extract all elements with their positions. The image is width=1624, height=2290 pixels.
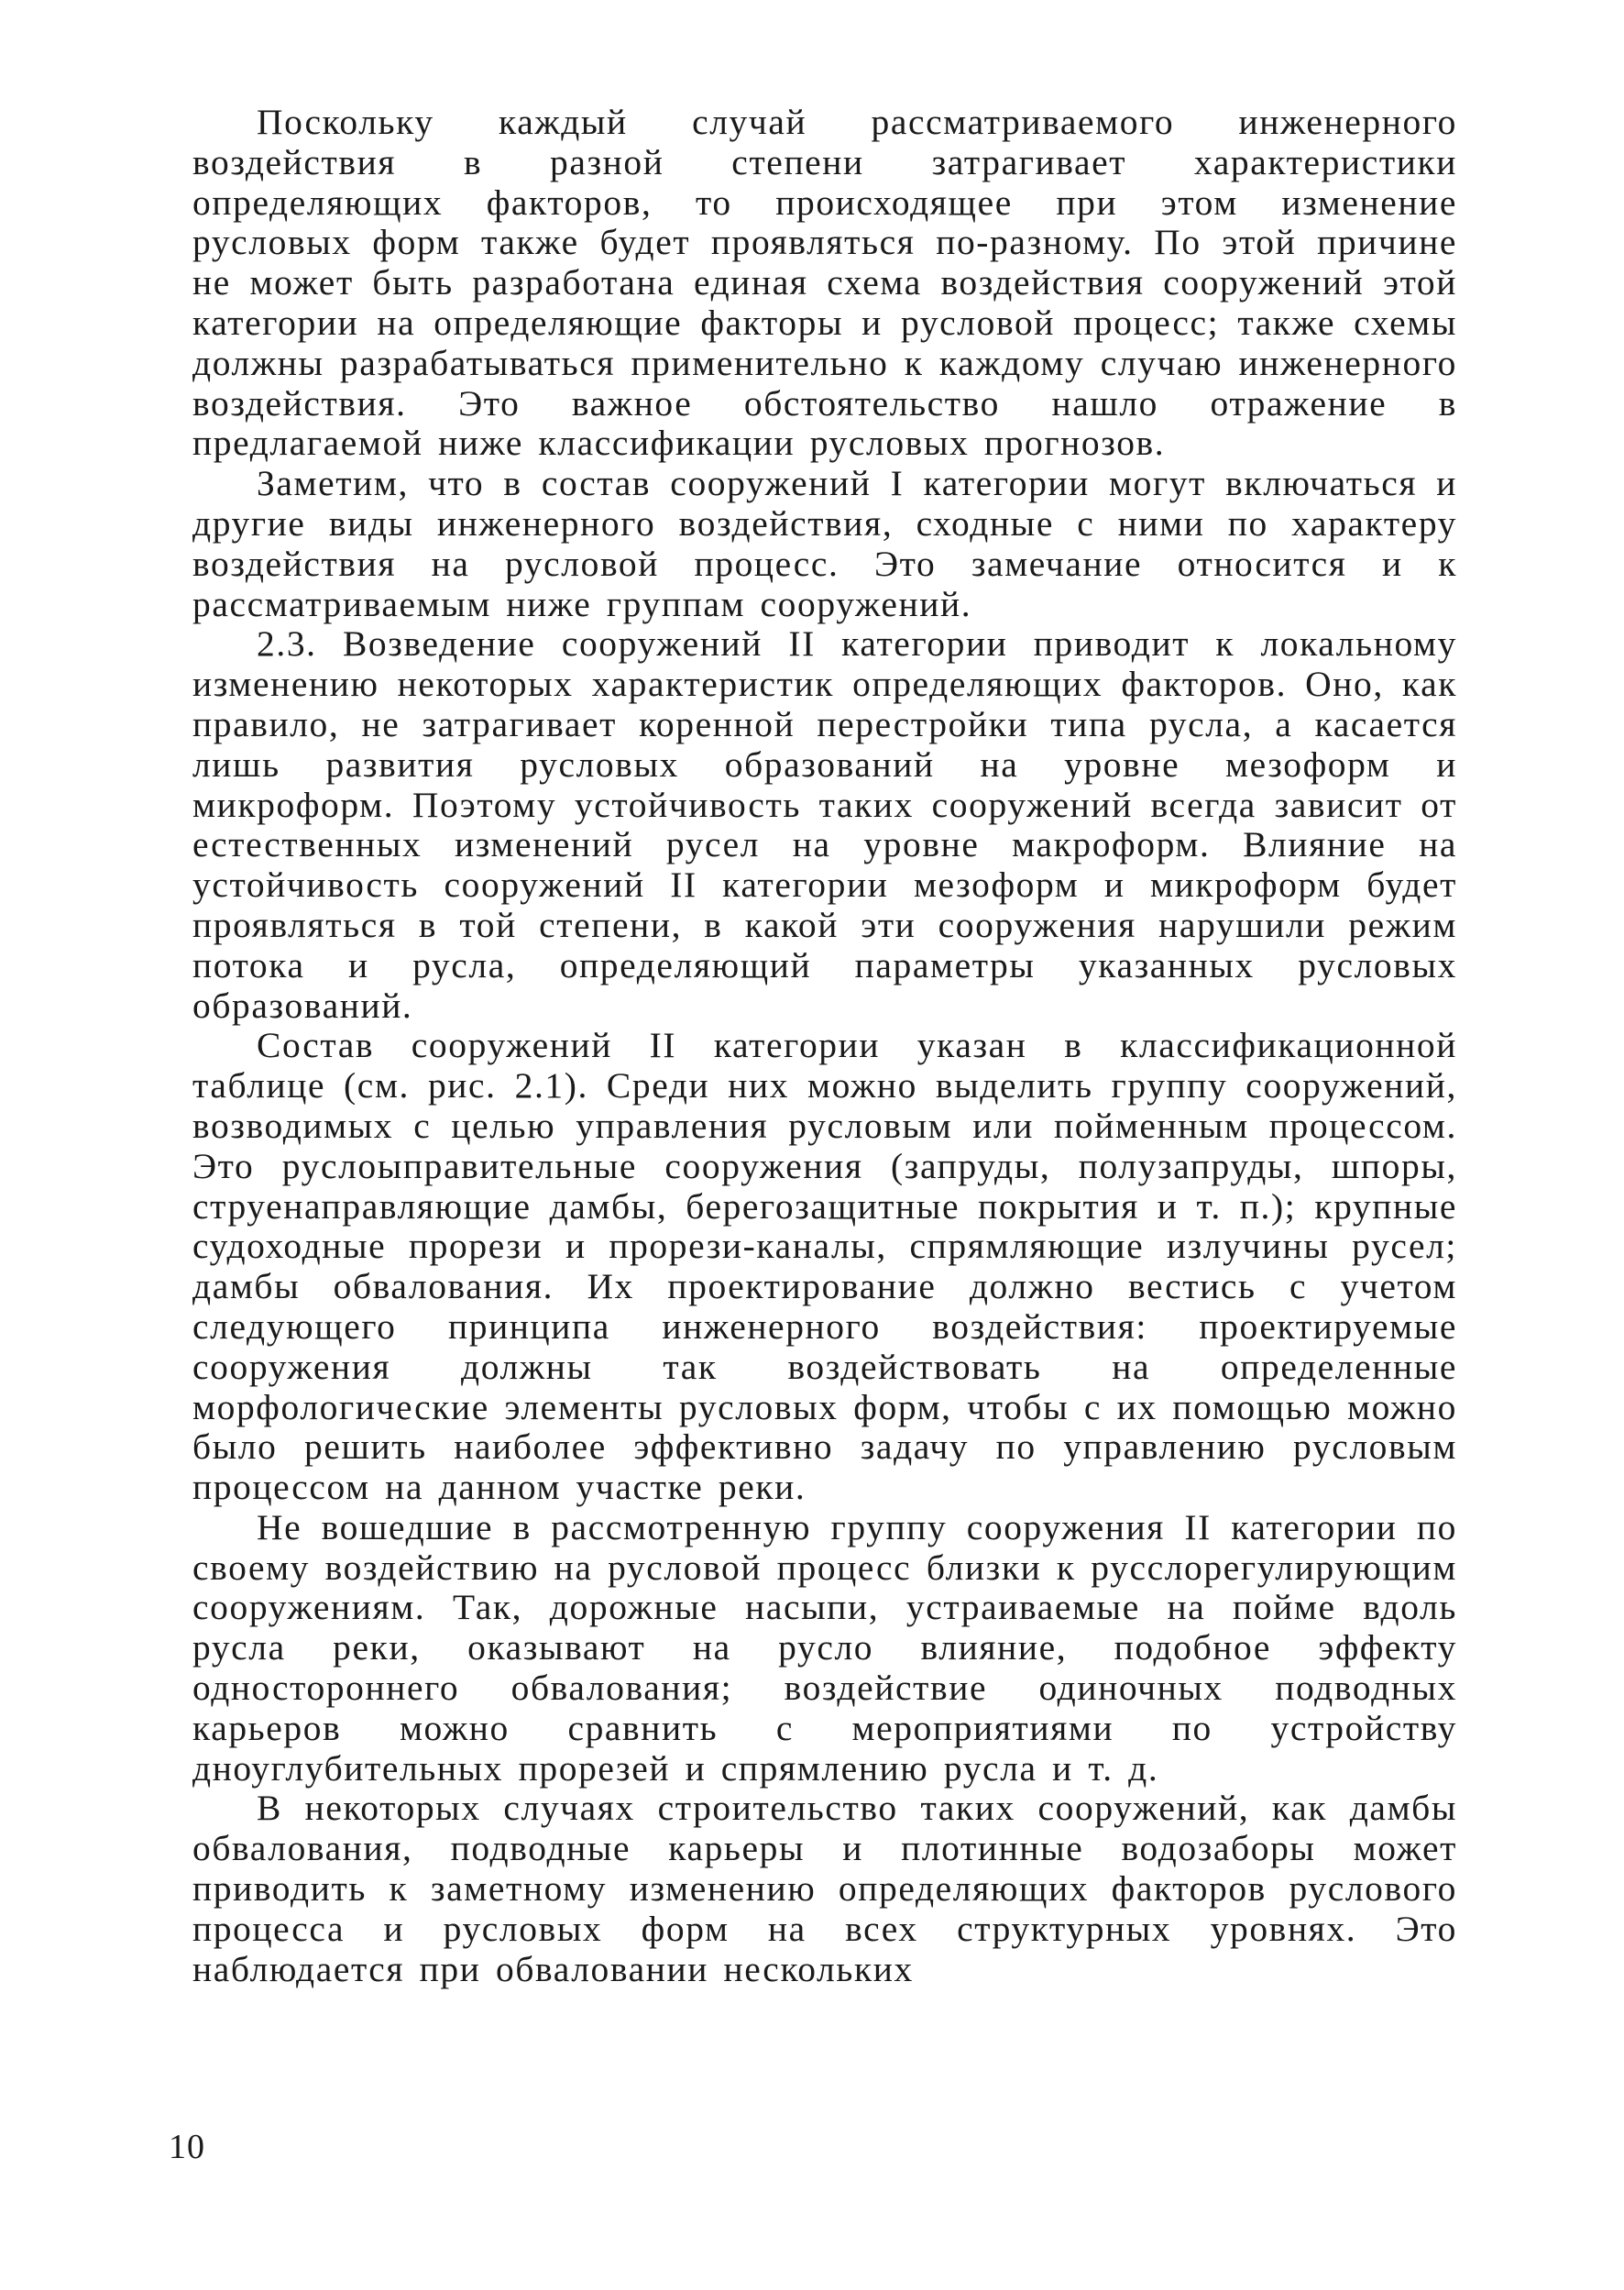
body-text [192,103,1457,1989]
paragraph-6: В некоторых случаях строительство таких сооружений, как дамбы обвалования, подводные карьеры и плотинные водозаборы может приводить к заметному изменению определяющих факторов руслового процесса и русловых форм на всех структурных уровнях. Это наблюдается при обваловании нескольких [192,1788,1457,1989]
paragraph-1: Поскольку каждый случай рассматриваемого инженерного воздействия в разной степени затрагивает характеристики определяющих факторов, то происходящее при этом изменение русловых форм также будет проявляться по-разному. По этой причине не может быть разработана единая схема воздействия сооружений этой категории на определяющие факторы и русловой процесс; также схемы должны разрабатываться применительно к каждому случаю инженерного воздействия. Это важное обстоятельство нашло отражение в предлагаемой ниже классификации русловых прогнозов. [192,102,1457,464]
page-number: 10 [169,2128,205,2166]
paragraph-2: Заметим, что в состав сооружений I категории могут включаться и другие виды инженерного воздействия, сходные с ними по характеру воздействия на русловой процесс. Это замечание относится и к рассматриваемым ниже группам сооружений. [192,463,1457,624]
paragraph-4: Состав сооружений II категории указан в классификационной таблице (см. рис. 2.1). Среди них можно выделить группу сооружений, возводимых с целью управления русловым или пойменным процессом. Это руслоыправительные сооружения (запруды, полузапруды, шпоры, струенаправляющие дамбы, берегозащитные покрытия и т. п.); крупные судоходные прорези и прорези-каналы, спрямляющие излучины русел; дамбы обвалования. Их проектирование должно вестись с учетом следующего принципа инженерного воздействия: проектируемые сооружения должны так воздействовать на определенные морфологические элементы русловых форм, чтобы с их помощью можно было решить наиболее эффективно задачу по управлению русловым процессом на данном участке реки. [192,1025,1457,1508]
paragraph-3: 2.3. Возведение сооружений II категории приводит к локальному изменению некоторых характеристик определяющих факторов. Оно, как правило, не затрагивает коренной перестройки типа русла, а касается лишь развития русловых образований на уровне мезоформ и микроформ. Поэтому устойчивость таких сооружений всегда зависит от естественных изменений русел на уровне макроформ. Влияние на устойчивость сооружений II категории мезоформ и микроформ будет проявляться в той степени, в какой эти сооружения нарушили режим потока и русла, определяющий параметры указанных русловых образований. [192,623,1457,1026]
paragraph-5: Не вошедшие в рассмотренную группу сооружения II категории по своему воздействию на русловой процесс близки к русслорегулирующим сооружениям. Так, дорожные насыпи, устраиваемые на пойме вдоль русла реки, оказывают на русло влияние, подобное эффекту одностороннего обвалования; воздействие одиночных подводных карьеров можно сравнить с мероприятиями по устройству дноуглубительных прорезей и спрямлению русла и т. д. [192,1506,1457,1789]
